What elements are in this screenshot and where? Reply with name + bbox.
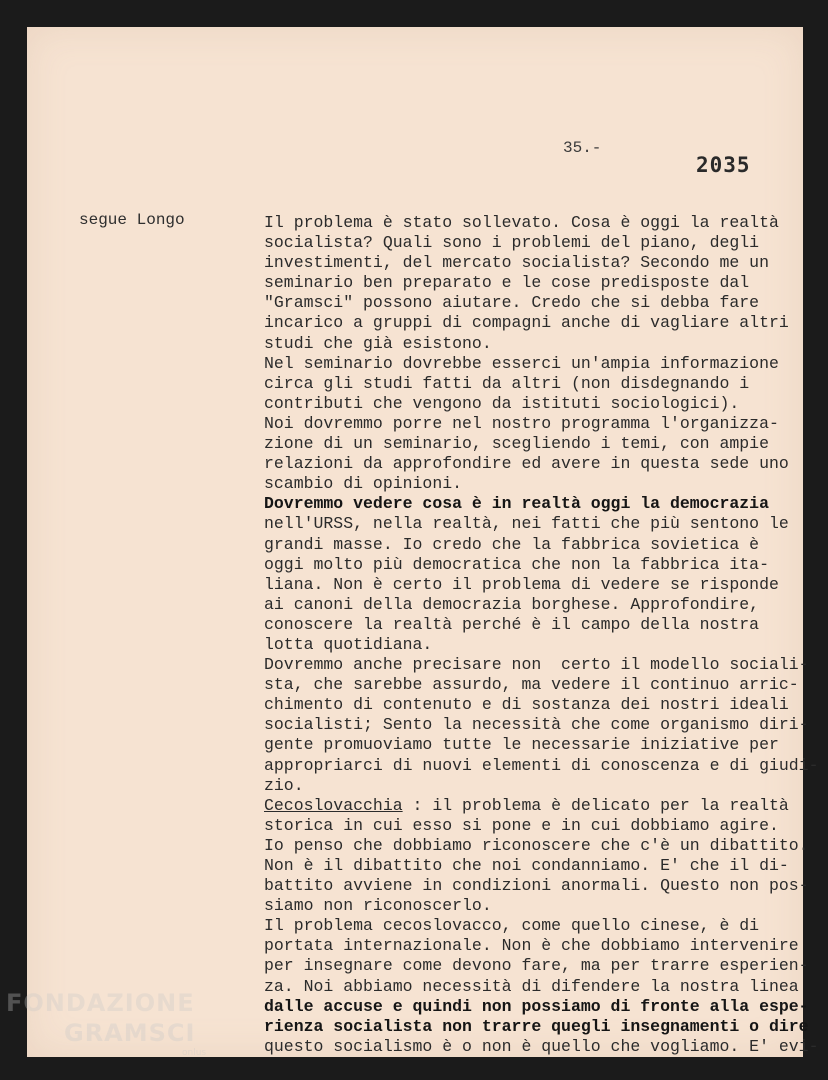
text-line: dalle accuse e quindi non possiamo di fronte alla espe- bbox=[264, 996, 809, 1016]
text-line: za. Noi abbiamo necessità di difendere la nostra linea bbox=[264, 976, 799, 996]
text-line: relazioni da approfondire ed avere in questa sede uno bbox=[264, 454, 789, 474]
text-line: appropriarci di nuovi elementi di conoscenza e di giudi- bbox=[264, 755, 819, 775]
text-line: "Gramsci" possono aiutare. Credo che si debba fare bbox=[264, 293, 760, 313]
text-line: Dovremmo anche precisare non certo il modello sociali- bbox=[264, 655, 809, 675]
text-line: ai canoni della democrazia borghese. Approfondire, bbox=[264, 594, 760, 614]
text-line: grandi masse. Io credo che la fabbrica sovietica è bbox=[264, 534, 760, 554]
text-line: Il problema è stato sollevato. Cosa è oggi la realtà bbox=[264, 213, 779, 232]
text-line: lotta quotidiana. bbox=[264, 634, 433, 654]
watermark-line: FONDAZIONE bbox=[6, 989, 195, 1017]
watermark-line: GRAMSCI bbox=[64, 1019, 196, 1047]
page-number: 35.- bbox=[563, 139, 602, 157]
text-line: socialista? Quali sono i problemi del piano, degli bbox=[264, 233, 760, 253]
text-line: studi che già esistono. bbox=[264, 333, 492, 353]
text-line: Io penso che dobbiamo riconoscere che c'è un dibattito. bbox=[264, 835, 809, 855]
typewritten-page bbox=[27, 27, 819, 1057]
speech-text bbox=[264, 213, 819, 1057]
underlined-heading: Cecoslovacchia bbox=[264, 795, 403, 815]
fondazione-gramsci-watermark bbox=[6, 988, 207, 1058]
document-number: 2035 bbox=[696, 153, 751, 177]
text-line: chimento di contenuto e di sostanza dei nostri ideali bbox=[264, 695, 789, 715]
text-line: Nel seminario dovrebbe esserci un'ampia informazione bbox=[264, 353, 779, 373]
text-line: battito avviene in condizioni anormali. Questo non pos- bbox=[264, 876, 809, 896]
text-line bbox=[264, 796, 794, 816]
text-line: zio. bbox=[264, 775, 304, 795]
watermark-line: onlus bbox=[182, 1048, 207, 1058]
text-line: per insegnare come devono fare, ma per trarre esperien- bbox=[264, 956, 809, 976]
text-line: gente promuoviamo tutte le necessarie iniziative per bbox=[264, 735, 779, 755]
text-line: incarico a gruppi di compagni anche di vagliare altri bbox=[264, 313, 789, 333]
text-line: Non è il dibattito che noi condanniamo. E' che il di- bbox=[264, 856, 789, 875]
text-line: socialisti; Sento la necessità che come organismo diri- bbox=[264, 715, 809, 735]
text-line: liana. Non è certo il problema di vedere se risponde bbox=[264, 574, 779, 594]
text-line: nell'URSS, nella realtà, nei fatti che più sentono le bbox=[264, 514, 789, 534]
text-line: questo socialismo è o non è quello che vogliamo. E' evi- bbox=[264, 1036, 819, 1056]
speaker-label: segue Longo bbox=[79, 211, 185, 229]
text-line: oggi molto più democratica che non la fabbrica ita- bbox=[264, 554, 769, 574]
text-line: Il problema cecoslovacco, come quello cinese, è di bbox=[264, 916, 760, 936]
text-line: scambio di opinioni. bbox=[264, 474, 463, 494]
text-line: portata internazionale. Non è che dobbiamo intervenire bbox=[264, 936, 799, 956]
text-line: Dovremmo vedere cosa è in realtà oggi la democrazia bbox=[264, 494, 769, 514]
text-line: contributi che vengono da istituti sociologici). bbox=[264, 393, 740, 413]
text-line: investimenti, del mercato socialista? Secondo me un bbox=[264, 253, 769, 273]
text-line: rienza socialista non trarre quegli insegnamenti o dire bbox=[264, 1016, 809, 1036]
text-line: circa gli studi fatti da altri (non disdegnando i bbox=[264, 373, 750, 393]
text-line: storica in cui esso si pone e in cui dobbiamo agire. bbox=[264, 815, 779, 835]
text-line: seminario ben preparato e le cose predisposte dal bbox=[264, 273, 750, 293]
text-line: sta, che sarebbe assurdo, ma vedere il continuo arric- bbox=[264, 675, 799, 695]
text-line-rest: : il problema è delicato per la realtà bbox=[402, 795, 789, 815]
text-line: siamo non riconoscerlo. bbox=[264, 896, 492, 916]
text-line: zione di un seminario, scegliendo i temi, con ampie bbox=[264, 434, 769, 454]
text-line: conoscere la realtà perché è il campo della nostra bbox=[264, 614, 760, 634]
text-line: Noi dovremmo porre nel nostro programma l'organizza- bbox=[264, 413, 779, 433]
